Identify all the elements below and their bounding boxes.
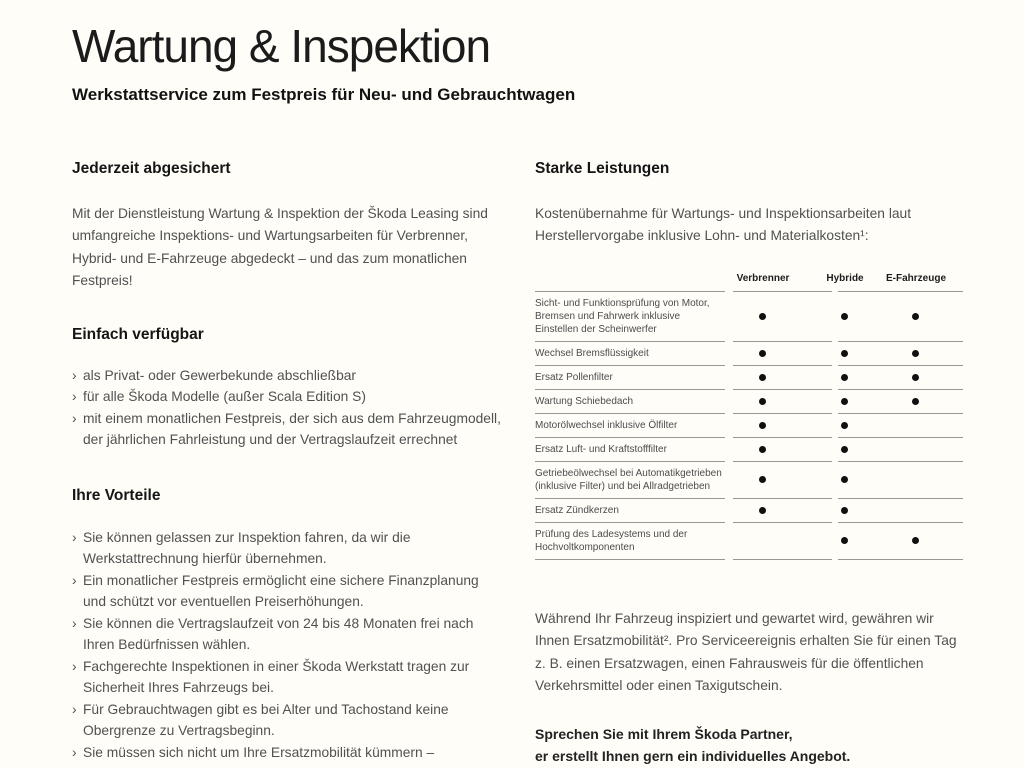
table-intro-text: Kostenübernahme für Wartungs- und Inspektionsarbeiten laut Herstellervorgabe inklusive Lohn- und Materialkosten¹: bbox=[535, 206, 912, 244]
bullet-text: Sie können gelassen zur Inspektion fahren, da wir die Werkstattrechnung hierfür übernehmen. bbox=[83, 529, 411, 567]
included-dot bbox=[912, 374, 919, 381]
bullet-text: Sie können die Vertragslaufzeit von 24 bis 48 Monaten frei nach Ihren Bedürfnissen wählen. bbox=[83, 615, 474, 653]
section-paragraph-jederzeit: Mit der Dienstleistung Wartung & Inspektion der Škoda Leasing sind umfangreiche Inspektions- und Wartungsarbeiten für Verbrenner, Hybrid- und E-Fahrzeuge abgedeckt – und das zum monatlichen Festpreis! bbox=[72, 206, 488, 289]
left-column bbox=[72, 152, 504, 763]
table-row bbox=[535, 462, 963, 499]
bullet-text: für alle Škoda Modelle (außer Scala Edition S) bbox=[83, 389, 366, 405]
included-dot bbox=[912, 398, 919, 405]
included-dot bbox=[759, 350, 766, 357]
bullet-item bbox=[72, 527, 504, 570]
included-dot bbox=[759, 398, 766, 405]
bullet-text: Ein monatlicher Festpreis ermöglicht eine sichere Finanzplanung und schützt vor eventuellen Preiserhöhungen. bbox=[83, 572, 479, 610]
included-dot bbox=[759, 313, 766, 320]
table-row bbox=[535, 342, 963, 366]
availability-list bbox=[72, 365, 504, 451]
included-dot bbox=[759, 476, 766, 483]
service-label: Prüfung des Ladesystems und der Hochvoltkomponenten bbox=[535, 528, 688, 553]
service-label: Ersatz Luft- und Kraftstofffilter bbox=[535, 443, 667, 455]
included-dot bbox=[759, 374, 766, 381]
included-dot bbox=[841, 507, 848, 514]
included-dot bbox=[841, 476, 848, 483]
column-header-verbrenner: Verbrenner bbox=[736, 272, 790, 284]
included-dot bbox=[759, 507, 766, 514]
bullet-item bbox=[72, 365, 504, 387]
included-dot bbox=[841, 350, 848, 357]
service-label: Wechsel Bremsflüssigkeit bbox=[535, 347, 649, 359]
page-subtitle: Werkstattservice zum Festpreis für Neu- und Gebrauchtwagen bbox=[72, 85, 576, 104]
table-row bbox=[535, 499, 963, 523]
included-dot bbox=[841, 422, 848, 429]
column-header-hybride: Hybride bbox=[826, 272, 864, 284]
included-dot bbox=[841, 313, 848, 320]
bullet-text: mit einem monatlichen Festpreis, der sich aus dem Fahrzeugmodell, der jährlichen Fahrleistung und der Vertragslaufzeit errechnet bbox=[83, 410, 501, 448]
mobility-paragraph: Während Ihr Fahrzeug inspiziert und gewartet wird, gewähren wir Ihnen Ersatzmobilität². Pro Serviceereignis erhalten Sie für einen Tag z. B. einen Ersatzwagen, einen Fahrausweis für die öffentlichen Verkehrsmittel oder einen Taxigutschein. bbox=[535, 610, 957, 694]
services-table-header bbox=[535, 266, 963, 292]
cta-line-1: Sprechen Sie mit Ihrem Škoda Partner, bbox=[535, 726, 793, 743]
service-label: Ersatz Zündkerzen bbox=[535, 504, 619, 516]
service-label: Motorölwechsel inklusive Ölfilter bbox=[535, 419, 678, 431]
table-row bbox=[535, 366, 963, 390]
services-table bbox=[535, 266, 963, 560]
bullet-item bbox=[72, 386, 504, 408]
bullet-text: Fachgerechte Inspektionen in einer Škoda Werkstatt tragen zur Sicherheit Ihres Fahrzeugs bei. bbox=[83, 658, 470, 696]
section-heading-leistungen: Starke Leistungen bbox=[535, 160, 670, 177]
included-dot bbox=[841, 537, 848, 544]
section-heading-vorteile: Ihre Vorteile bbox=[72, 486, 161, 504]
table-row bbox=[535, 438, 963, 462]
included-dot bbox=[841, 398, 848, 405]
table-row bbox=[535, 390, 963, 414]
bullet-marker: › bbox=[72, 367, 77, 383]
bullet-marker: › bbox=[72, 658, 77, 674]
included-dot bbox=[912, 350, 919, 357]
service-label: Getriebeölwechsel bei Automatikgetrieben (inklusive Filter) und bei Allradgetrieben bbox=[535, 467, 722, 492]
right-column bbox=[535, 152, 965, 767]
page-title: Wartung & Inspektion bbox=[72, 20, 491, 72]
bullet-item bbox=[72, 699, 504, 742]
benefits-list bbox=[72, 527, 504, 764]
bullet-item bbox=[72, 742, 504, 764]
included-dot bbox=[912, 537, 919, 544]
services-table-body bbox=[535, 292, 963, 560]
bullet-marker: › bbox=[72, 529, 77, 545]
cta-line-2: er erstellt Ihnen gern ein individuelles Angebot. bbox=[535, 748, 851, 765]
row-separator bbox=[535, 559, 725, 560]
bullet-text: als Privat- oder Gewerbekunde abschließbar bbox=[83, 367, 357, 383]
bullet-marker: › bbox=[72, 389, 77, 405]
column-header-e-fahrzeuge: E-Fahrzeuge bbox=[885, 272, 947, 284]
page-header bbox=[72, 20, 952, 105]
included-dot bbox=[759, 446, 766, 453]
bullet-item bbox=[72, 570, 504, 613]
bullet-marker: › bbox=[72, 744, 77, 760]
bullet-text: Für Gebrauchtwagen gibt es bei Alter und Tachostand keine Obergrenze zu Vertragsbeginn. bbox=[83, 701, 449, 739]
bullet-text: Sie müssen sich nicht um Ihre Ersatzmobilität kümmern – bbox=[83, 744, 435, 760]
service-label: Wartung Schiebedach bbox=[535, 395, 634, 407]
table-row bbox=[535, 292, 963, 342]
service-label: Ersatz Pollenfilter bbox=[535, 371, 613, 383]
table-row bbox=[535, 414, 963, 438]
included-dot bbox=[912, 313, 919, 320]
section-heading-jederzeit: Jederzeit abgesichert bbox=[72, 160, 231, 177]
bullet-marker: › bbox=[72, 572, 77, 588]
included-dot bbox=[759, 422, 766, 429]
bullet-item bbox=[72, 613, 504, 656]
included-dot bbox=[841, 374, 848, 381]
row-separator bbox=[733, 559, 832, 560]
bullet-item bbox=[72, 408, 504, 451]
bullet-marker: › bbox=[72, 701, 77, 717]
included-dot bbox=[841, 446, 848, 453]
row-separator bbox=[838, 559, 963, 560]
bullet-item bbox=[72, 656, 504, 699]
table-row bbox=[535, 523, 963, 560]
cta-text bbox=[535, 723, 965, 767]
bullet-marker: › bbox=[72, 410, 77, 426]
service-label: Sicht- und Funktionsprüfung von Motor, Bremsen und Fahrwerk inklusive Einstellen der Scheinwerfer bbox=[535, 297, 710, 335]
section-heading-verfuegbar: Einfach verfügbar bbox=[72, 325, 204, 343]
bullet-marker: › bbox=[72, 615, 77, 631]
